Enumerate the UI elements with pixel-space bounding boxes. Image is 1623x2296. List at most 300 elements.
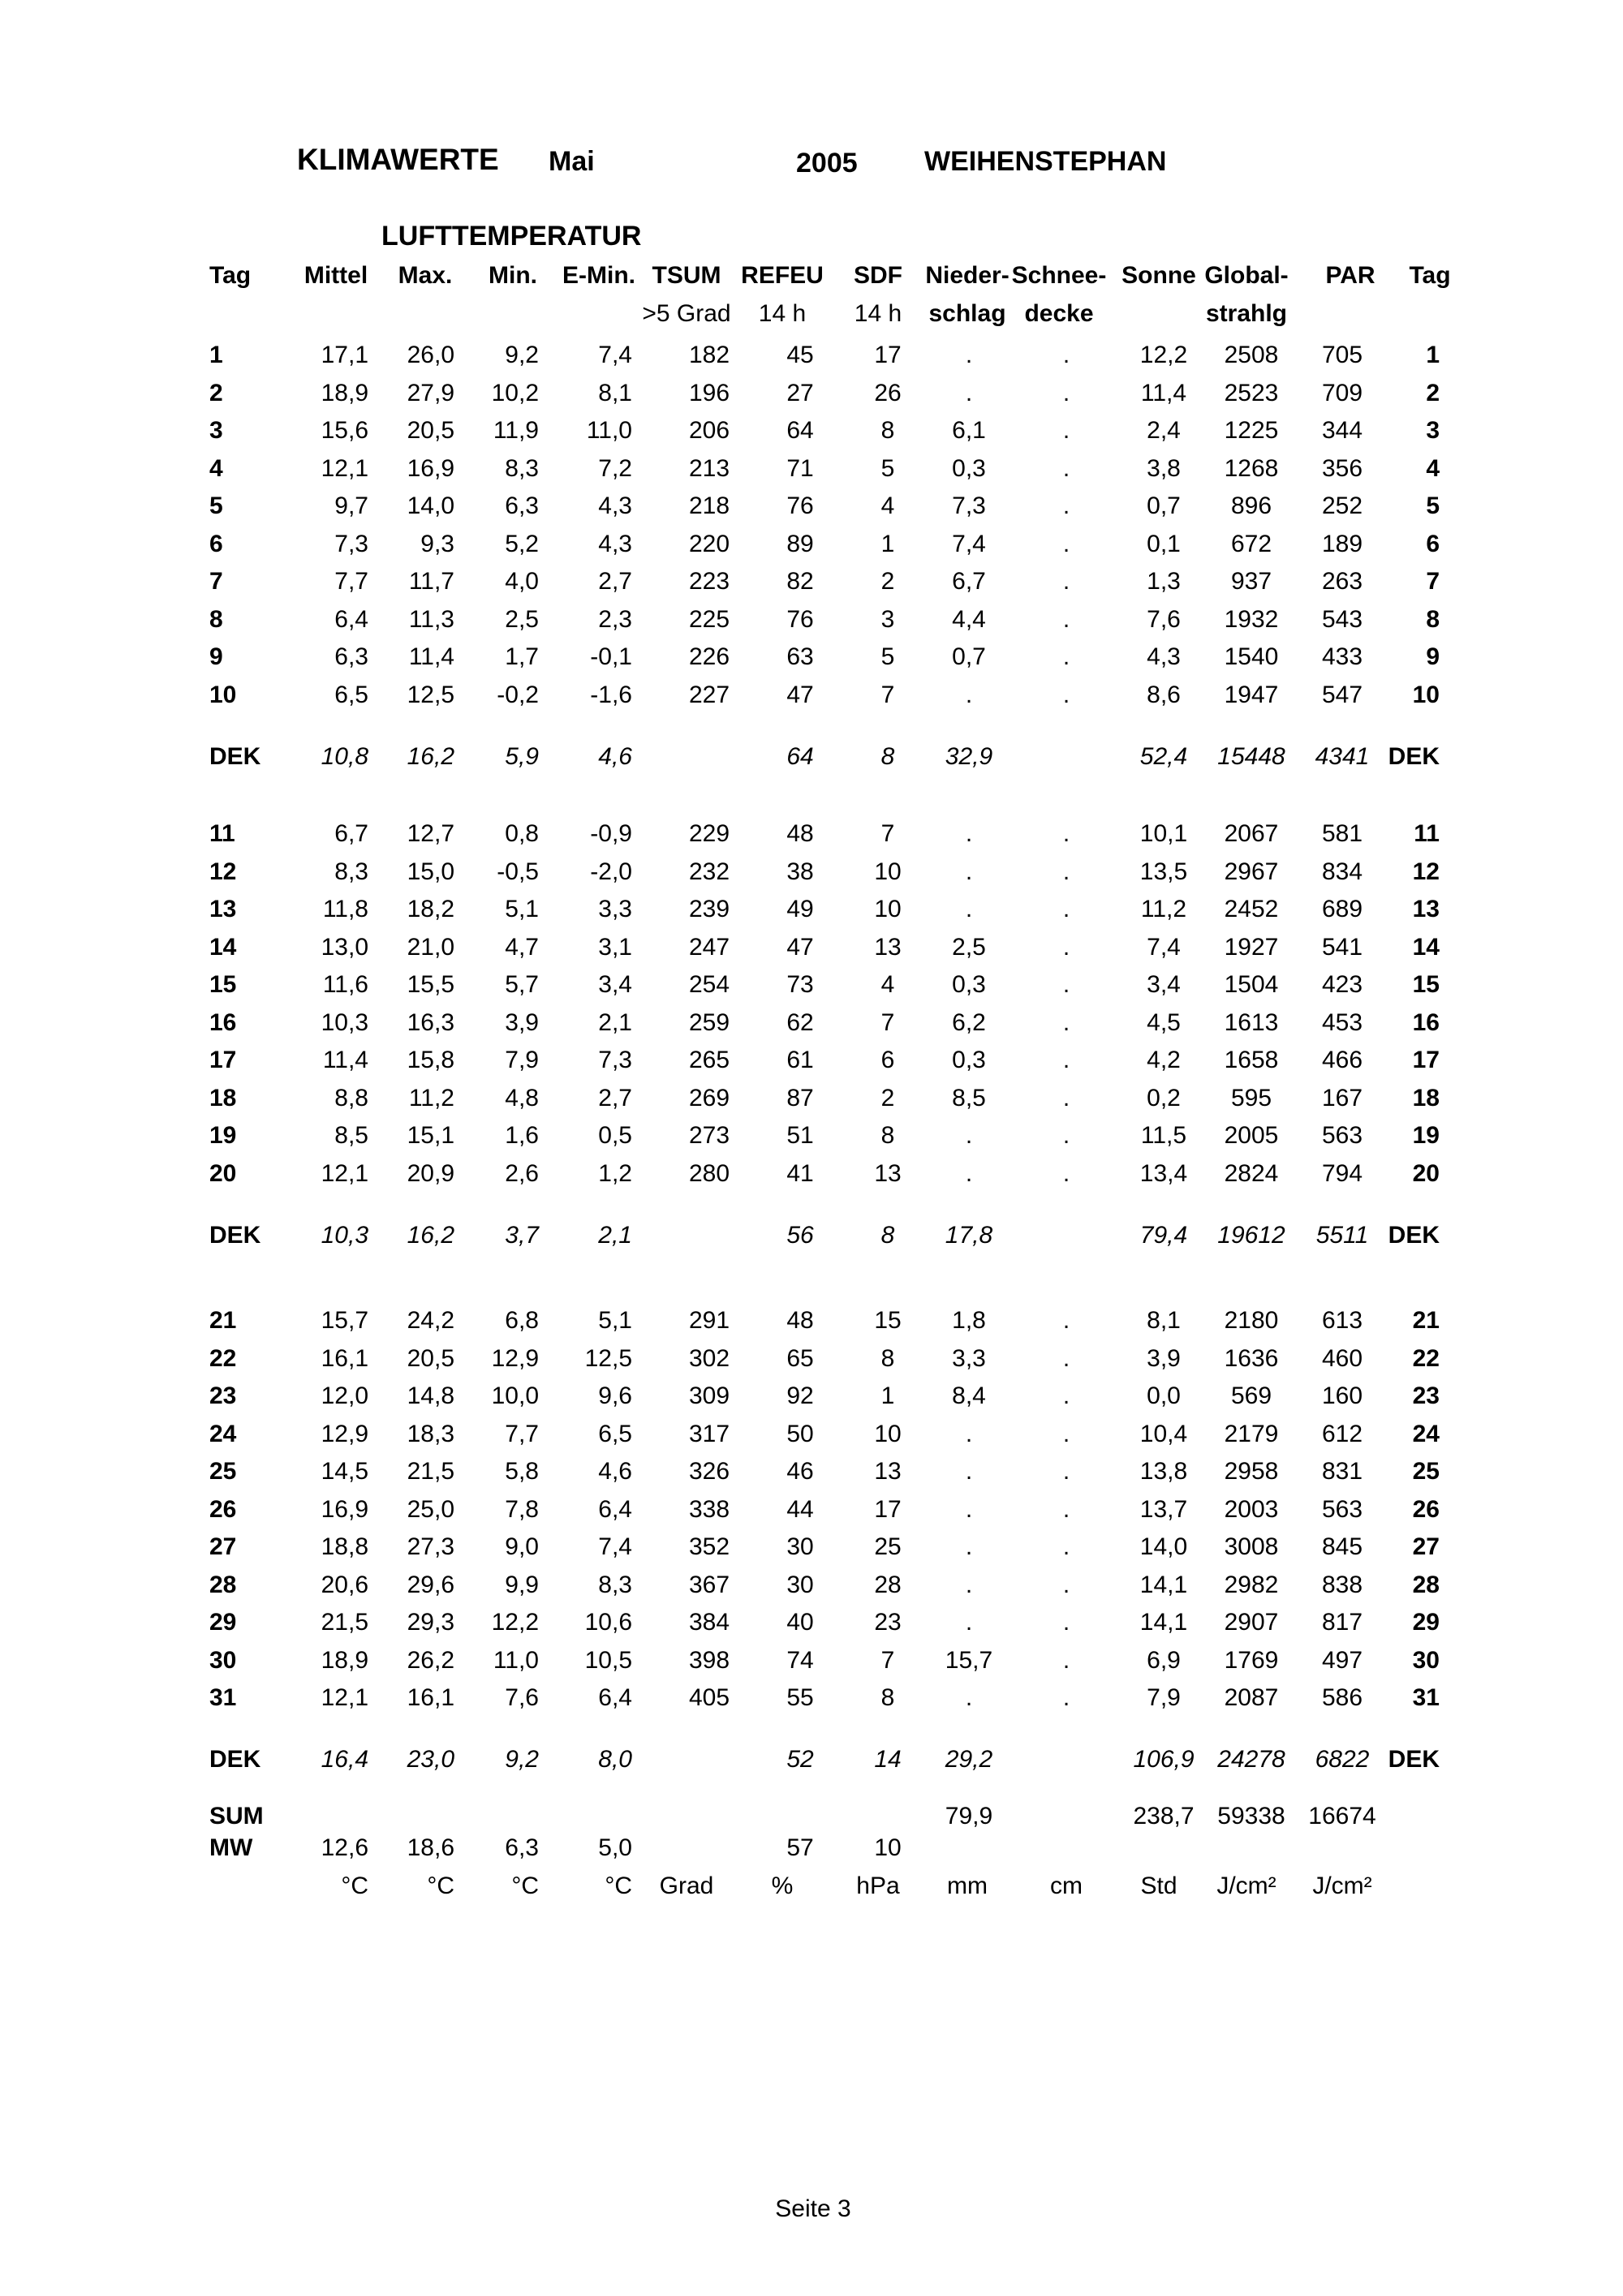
table-cell-sonne: 0,1 [1147, 531, 1181, 557]
table-cell-emin: 7,4 [598, 1533, 632, 1560]
table-cell-schneedecke: . [1062, 417, 1070, 444]
table-cell-max: 27,3 [407, 1533, 454, 1560]
table-cell-mittel: 6,5 [334, 681, 368, 708]
table-cell-schneedecke: . [1062, 1345, 1070, 1372]
table-cell-refeu: 27 [786, 380, 814, 406]
table-cell-refeu: 55 [786, 1684, 814, 1711]
table-cell-tsum: 232 [688, 858, 730, 885]
table-cell-tsum: 225 [688, 606, 730, 633]
unit-cell-par: J/cm² [1312, 1872, 1372, 1899]
table-cell-max: 20,5 [407, 417, 454, 444]
table-cell-min: 4,7 [505, 934, 539, 961]
table-cell-niederschlag: 0,7 [952, 643, 986, 670]
table-cell-sdf: 8 [880, 1345, 895, 1372]
unit-cell-max: °C [427, 1872, 454, 1899]
table-cell-min: 9,0 [505, 1533, 539, 1560]
table-cell-globalstrahlung: 2067 [1224, 820, 1279, 847]
table-cell-tag-right: 24 [1412, 1421, 1440, 1447]
table-cell-mittel: 15,7 [321, 1307, 368, 1334]
table-cell-tsum: 398 [688, 1647, 730, 1674]
table-cell-sonne: 11,2 [1140, 896, 1187, 922]
table-cell-refeu: 40 [786, 1609, 814, 1636]
table-cell-refeu: 30 [786, 1572, 814, 1598]
table-cell-max: 15,1 [407, 1122, 454, 1149]
table-cell-max: 18,2 [407, 896, 454, 922]
table-cell-schneedecke: . [1062, 1609, 1070, 1636]
table-cell-niederschlag: . [965, 896, 973, 922]
col-header-max: Max. [398, 262, 453, 289]
table-cell-sdf: 5 [880, 455, 895, 482]
table-cell-tsum: 338 [688, 1496, 730, 1523]
table-cell-tsum: 218 [688, 492, 730, 519]
table-cell-schneedecke: . [1062, 1160, 1070, 1187]
table-cell-par: 453 [1321, 1009, 1363, 1036]
table-cell-min: 2,6 [505, 1160, 539, 1187]
table-cell-sonne: 4,3 [1147, 643, 1181, 670]
dek-cell-niederschlag: 29,2 [945, 1746, 993, 1773]
table-cell-emin: 1,2 [598, 1160, 632, 1187]
table-cell-niederschlag: 8,4 [952, 1382, 986, 1409]
table-cell-sdf: 1 [880, 1382, 895, 1409]
table-cell-min: 10,0 [491, 1382, 539, 1409]
table-cell-tsum: 326 [688, 1458, 730, 1485]
table-cell-sdf: 13 [874, 934, 902, 961]
table-cell-tsum: 226 [688, 643, 730, 670]
table-cell-schneedecke: . [1062, 1496, 1070, 1523]
col-header-min: Min. [489, 262, 537, 289]
dek-cell-niederschlag: 17,8 [945, 1222, 993, 1249]
table-cell-par: 709 [1321, 380, 1363, 406]
table-cell-sdf: 10 [874, 858, 902, 885]
table-cell-globalstrahlung: 569 [1230, 1382, 1272, 1409]
table-cell-tag-right: 31 [1412, 1684, 1440, 1711]
table-cell-globalstrahlung: 672 [1230, 531, 1272, 557]
table-cell-min: 3,9 [505, 1009, 539, 1036]
table-cell-tsum: 273 [688, 1122, 730, 1149]
table-cell-sdf: 4 [880, 492, 895, 519]
table-cell-par: 356 [1321, 455, 1363, 482]
table-cell-schneedecke: . [1062, 1421, 1070, 1447]
table-cell-par: 547 [1321, 681, 1363, 708]
table-cell-par: 433 [1321, 643, 1363, 670]
table-cell-mittel: 6,7 [334, 820, 368, 847]
table-cell-par: 845 [1321, 1533, 1363, 1560]
table-cell-tsum: 352 [688, 1533, 730, 1560]
table-cell-sdf: 13 [874, 1160, 902, 1187]
table-cell-schneedecke: . [1062, 1009, 1070, 1036]
dek-cell-mittel: 10,8 [321, 743, 368, 770]
table-cell-tag: 6 [209, 531, 223, 557]
table-cell-refeu: 41 [786, 1160, 814, 1187]
table-cell-emin: 8,3 [598, 1572, 632, 1598]
table-cell-tag: 23 [209, 1382, 237, 1409]
table-cell-schneedecke: . [1062, 1307, 1070, 1334]
table-cell-sonne: 11,4 [1140, 380, 1187, 406]
table-cell-tag: 1 [209, 342, 223, 368]
table-cell-globalstrahlung: 1927 [1224, 934, 1279, 961]
table-cell-emin: 7,3 [598, 1047, 632, 1073]
table-cell-refeu: 64 [786, 417, 814, 444]
table-cell-emin: 5,1 [598, 1307, 632, 1334]
table-cell-niederschlag: 0,3 [952, 1047, 986, 1073]
table-cell-tag: 10 [209, 681, 237, 708]
table-cell-mittel: 14,5 [321, 1458, 368, 1485]
table-cell-tag-right: 15 [1412, 971, 1440, 998]
dek-cell-mittel: 16,4 [321, 1746, 368, 1773]
table-cell-tag: 31 [209, 1684, 237, 1711]
table-cell-schneedecke: . [1062, 1533, 1070, 1560]
table-cell-tag: 16 [209, 1009, 237, 1036]
table-cell-mittel: 12,1 [321, 1160, 368, 1187]
table-cell-par: 563 [1321, 1496, 1363, 1523]
table-cell-sonne: 14,1 [1139, 1572, 1188, 1598]
table-cell-niederschlag: 8,5 [952, 1085, 986, 1111]
table-cell-min: 7,9 [505, 1047, 539, 1073]
mw-cell-min: 6,3 [505, 1834, 539, 1861]
dek-cell-sonne: 106,9 [1133, 1746, 1195, 1773]
table-cell-tag-right: 26 [1412, 1496, 1440, 1523]
table-cell-sonne: 7,6 [1147, 606, 1181, 633]
doc-station: WEIHENSTEPHAN [924, 146, 1167, 177]
table-cell-globalstrahlung: 1268 [1224, 455, 1279, 482]
table-cell-schneedecke: . [1062, 1382, 1070, 1409]
table-cell-niederschlag: . [965, 1122, 973, 1149]
table-cell-mittel: 7,7 [334, 568, 368, 595]
table-cell-par: 466 [1321, 1047, 1363, 1073]
col-header-globalstrahlung: Global- [1204, 262, 1289, 289]
table-cell-globalstrahlung: 1613 [1224, 1009, 1279, 1036]
table-cell-min: 11,0 [493, 1647, 539, 1674]
table-cell-max: 11,3 [408, 606, 454, 633]
table-cell-sonne: 10,1 [1139, 820, 1188, 847]
dek-cell-par: 4341 [1315, 743, 1370, 770]
table-cell-emin: 0,5 [598, 1122, 632, 1149]
table-cell-max: 12,7 [407, 820, 454, 847]
table-cell-max: 15,0 [407, 858, 454, 885]
table-cell-min: 11,9 [493, 417, 539, 444]
table-cell-globalstrahlung: 1658 [1224, 1047, 1279, 1073]
table-cell-tsum: 213 [688, 455, 730, 482]
table-cell-max: 9,3 [420, 531, 454, 557]
table-cell-tag: 12 [209, 858, 237, 885]
table-cell-max: 21,0 [407, 934, 454, 961]
table-cell-min: 10,2 [491, 380, 539, 406]
table-cell-sdf: 4 [880, 971, 895, 998]
table-cell-sonne: 7,4 [1147, 934, 1181, 961]
table-cell-emin: 3,3 [598, 896, 632, 922]
table-cell-par: 581 [1321, 820, 1363, 847]
doc-title: KLIMAWERTE [297, 143, 499, 176]
table-cell-sdf: 10 [874, 1421, 902, 1447]
table-cell-sdf: 7 [880, 1009, 895, 1036]
table-cell-niederschlag: . [965, 1160, 973, 1187]
col-subheader-tsum: >5 Grad [642, 300, 731, 327]
mw-cell-emin: 5,0 [598, 1834, 632, 1861]
table-cell-tag-right: 29 [1412, 1609, 1440, 1636]
table-cell-refeu: 50 [786, 1421, 814, 1447]
table-cell-niederschlag: 1,8 [952, 1307, 986, 1334]
table-cell-sonne: 3,9 [1147, 1345, 1181, 1372]
table-cell-tag-right: 9 [1426, 643, 1440, 670]
table-cell-tag: 3 [209, 417, 223, 444]
table-cell-tag: 29 [209, 1609, 237, 1636]
table-cell-schneedecke: . [1062, 1047, 1070, 1073]
table-cell-tsum: 239 [688, 896, 730, 922]
table-cell-tag: 21 [209, 1307, 237, 1334]
table-cell-max: 16,1 [407, 1684, 454, 1711]
table-cell-tag-right: 1 [1426, 342, 1440, 368]
dek-cell-max: 16,2 [407, 1222, 454, 1249]
table-cell-min: 6,3 [505, 492, 539, 519]
table-cell-tsum: 302 [688, 1345, 730, 1372]
mw-cell-tag: MW [209, 1834, 253, 1861]
table-cell-sonne: 8,1 [1147, 1307, 1181, 1334]
dek-cell-min: 3,7 [505, 1222, 539, 1249]
table-cell-tag-right: 27 [1412, 1533, 1440, 1560]
table-cell-tsum: 384 [688, 1609, 730, 1636]
dek-cell-tag: DEK [209, 743, 261, 770]
table-cell-min: 8,3 [505, 455, 539, 482]
table-cell-tag-right: 13 [1412, 896, 1440, 922]
table-cell-tsum: 269 [688, 1085, 730, 1111]
table-cell-max: 11,4 [408, 643, 454, 670]
table-cell-sdf: 7 [880, 681, 895, 708]
table-cell-min: 5,8 [505, 1458, 539, 1485]
table-cell-refeu: 62 [786, 1009, 814, 1036]
dek-cell-par: 6822 [1315, 1746, 1370, 1773]
dek-cell-min: 5,9 [505, 743, 539, 770]
table-cell-sdf: 28 [874, 1572, 902, 1598]
col-subheader-sdf: 14 h [854, 300, 902, 327]
table-cell-tag-right: 7 [1426, 568, 1440, 595]
col-header-schneedecke: Schnee- [1011, 262, 1107, 289]
col-subheader-schneedecke: decke [1024, 300, 1094, 327]
table-cell-tag: 17 [209, 1047, 237, 1073]
table-cell-sdf: 1 [880, 531, 895, 557]
table-cell-tag-right: 20 [1412, 1160, 1440, 1187]
table-cell-max: 29,6 [407, 1572, 454, 1598]
table-cell-emin: -1,6 [590, 681, 632, 708]
table-cell-min: 0,8 [505, 820, 539, 847]
table-cell-sonne: 7,9 [1147, 1684, 1181, 1711]
col-header-emin: E-Min. [562, 262, 635, 289]
dek-cell-niederschlag: 32,9 [945, 743, 993, 770]
table-cell-schneedecke: . [1062, 342, 1070, 368]
table-cell-schneedecke: . [1062, 896, 1070, 922]
unit-cell-emin: °C [605, 1872, 632, 1899]
table-cell-niederschlag: 3,3 [952, 1345, 986, 1372]
table-cell-sdf: 25 [874, 1533, 902, 1560]
table-cell-globalstrahlung: 2523 [1224, 380, 1279, 406]
table-cell-globalstrahlung: 1769 [1224, 1647, 1279, 1674]
dek-cell-mittel: 10,3 [321, 1222, 368, 1249]
table-cell-mittel: 8,3 [334, 858, 368, 885]
table-cell-max: 21,5 [407, 1458, 454, 1485]
sum-cell-niederschlag: 79,9 [945, 1803, 993, 1829]
table-cell-sonne: 10,4 [1139, 1421, 1188, 1447]
col-header-sonne: Sonne [1121, 262, 1196, 289]
table-cell-tag: 26 [209, 1496, 237, 1523]
table-cell-sdf: 17 [874, 342, 902, 368]
table-cell-par: 252 [1321, 492, 1363, 519]
table-cell-tag-right: 28 [1412, 1572, 1440, 1598]
table-cell-par: 497 [1321, 1647, 1363, 1674]
table-cell-schneedecke: . [1062, 531, 1070, 557]
table-cell-refeu: 92 [786, 1382, 814, 1409]
table-cell-mittel: 6,4 [334, 606, 368, 633]
table-cell-tsum: 280 [688, 1160, 730, 1187]
table-cell-sonne: 8,6 [1147, 681, 1181, 708]
table-cell-tag-right: 10 [1412, 681, 1440, 708]
mw-cell-mittel: 12,6 [321, 1834, 368, 1861]
table-cell-emin: 7,2 [598, 455, 632, 482]
table-cell-tsum: 247 [688, 934, 730, 961]
table-cell-globalstrahlung: 595 [1230, 1085, 1272, 1111]
table-cell-schneedecke: . [1062, 1085, 1070, 1111]
table-cell-tag: 5 [209, 492, 223, 519]
table-cell-schneedecke: . [1062, 1122, 1070, 1149]
table-cell-refeu: 76 [786, 606, 814, 633]
table-cell-emin: 9,6 [598, 1382, 632, 1409]
table-cell-tag: 7 [209, 568, 223, 595]
table-cell-refeu: 30 [786, 1533, 814, 1560]
table-cell-globalstrahlung: 2452 [1224, 896, 1279, 922]
table-cell-max: 20,5 [407, 1345, 454, 1372]
table-cell-tag: 28 [209, 1572, 237, 1598]
table-cell-sonne: 4,5 [1147, 1009, 1181, 1036]
table-cell-min: 7,8 [505, 1496, 539, 1523]
table-cell-tag: 18 [209, 1085, 237, 1111]
table-cell-refeu: 82 [786, 568, 814, 595]
table-cell-emin: 4,3 [598, 531, 632, 557]
page-number: Seite 3 [775, 2195, 851, 2222]
table-cell-mittel: 21,5 [321, 1609, 368, 1636]
table-cell-niederschlag: 2,5 [952, 934, 986, 961]
table-cell-par: 586 [1321, 1684, 1363, 1711]
dek-cell-sonne: 52,4 [1139, 743, 1188, 770]
unit-cell-sdf: hPa [856, 1872, 900, 1899]
table-cell-tag-right: 12 [1412, 858, 1440, 885]
dek-cell-sonne: 79,4 [1139, 1222, 1188, 1249]
table-cell-tsum: 265 [688, 1047, 730, 1073]
table-cell-tsum: 206 [688, 417, 730, 444]
table-cell-emin: -0,1 [590, 643, 632, 670]
table-cell-min: 9,2 [505, 342, 539, 368]
table-cell-tsum: 229 [688, 820, 730, 847]
table-cell-sonne: 1,3 [1147, 568, 1181, 595]
table-cell-sonne: 6,9 [1147, 1647, 1181, 1674]
table-cell-globalstrahlung: 2087 [1224, 1684, 1279, 1711]
table-cell-tag: 2 [209, 380, 223, 406]
table-cell-par: 689 [1321, 896, 1363, 922]
table-cell-schneedecke: . [1062, 380, 1070, 406]
table-cell-mittel: 11,8 [322, 896, 368, 922]
table-cell-niederschlag: . [965, 681, 973, 708]
table-cell-tag: 22 [209, 1345, 237, 1372]
table-cell-emin: 12,5 [584, 1345, 632, 1372]
table-cell-refeu: 45 [786, 342, 814, 368]
unit-cell-sonne: Std [1140, 1872, 1177, 1899]
table-cell-globalstrahlung: 2005 [1224, 1122, 1279, 1149]
table-cell-refeu: 47 [786, 681, 814, 708]
table-cell-min: 5,1 [505, 896, 539, 922]
table-cell-tag-right: 11 [1414, 820, 1440, 847]
table-cell-tag: 9 [209, 643, 223, 670]
table-cell-sonne: 13,7 [1139, 1496, 1188, 1523]
table-cell-globalstrahlung: 2967 [1224, 858, 1279, 885]
table-cell-tsum: 291 [688, 1307, 730, 1334]
table-cell-emin: 6,4 [598, 1496, 632, 1523]
col-header-refeu: REFEU [741, 262, 824, 289]
table-cell-sdf: 17 [874, 1496, 902, 1523]
col-subheader-niederschlag: schlag [928, 300, 1006, 327]
table-cell-mittel: 12,9 [321, 1421, 368, 1447]
table-cell-globalstrahlung: 2824 [1224, 1160, 1279, 1187]
table-cell-niederschlag: 4,4 [952, 606, 986, 633]
table-cell-refeu: 51 [786, 1122, 814, 1149]
table-cell-refeu: 44 [786, 1496, 814, 1523]
table-cell-sdf: 8 [880, 1684, 895, 1711]
table-cell-schneedecke: . [1062, 1684, 1070, 1711]
table-cell-refeu: 87 [786, 1085, 814, 1111]
sum-cell-tag: SUM [209, 1803, 264, 1829]
dek-cell-sdf: 8 [880, 1222, 895, 1249]
table-cell-globalstrahlung: 1540 [1224, 643, 1279, 670]
table-cell-par: 817 [1321, 1609, 1363, 1636]
table-cell-tag: 8 [209, 606, 223, 633]
table-cell-refeu: 61 [786, 1047, 814, 1073]
unit-cell-schneedecke: cm [1050, 1872, 1083, 1899]
table-cell-globalstrahlung: 2907 [1224, 1609, 1279, 1636]
table-cell-emin: -0,9 [590, 820, 632, 847]
table-cell-sonne: 0,0 [1147, 1382, 1181, 1409]
table-cell-sonne: 13,4 [1139, 1160, 1188, 1187]
table-cell-globalstrahlung: 2180 [1224, 1307, 1279, 1334]
table-cell-par: 794 [1321, 1160, 1363, 1187]
dek-cell-tag-right: DEK [1388, 743, 1440, 770]
table-cell-emin: 8,1 [598, 380, 632, 406]
table-cell-tag: 27 [209, 1533, 237, 1560]
table-cell-tsum: 405 [688, 1684, 730, 1711]
table-cell-tag: 11 [209, 820, 235, 847]
table-cell-par: 344 [1321, 417, 1363, 444]
table-cell-mittel: 18,9 [321, 1647, 368, 1674]
table-cell-par: 423 [1321, 971, 1363, 998]
table-cell-max: 12,5 [407, 681, 454, 708]
table-cell-par: 543 [1321, 606, 1363, 633]
table-cell-par: 838 [1321, 1572, 1363, 1598]
table-cell-min: -0,2 [497, 681, 539, 708]
table-cell-max: 11,7 [408, 568, 454, 595]
table-cell-niederschlag: . [965, 1533, 973, 1560]
table-cell-emin: 3,1 [598, 934, 632, 961]
table-cell-max: 26,0 [407, 342, 454, 368]
table-cell-mittel: 18,9 [321, 380, 368, 406]
dek-cell-refeu: 56 [786, 1222, 814, 1249]
table-cell-globalstrahlung: 2003 [1224, 1496, 1279, 1523]
table-cell-mittel: 16,1 [321, 1345, 368, 1372]
table-cell-emin: 10,5 [584, 1647, 632, 1674]
table-cell-mittel: 8,8 [334, 1085, 368, 1111]
table-cell-tag-right: 23 [1412, 1382, 1440, 1409]
table-cell-tsum: 196 [688, 380, 730, 406]
table-cell-niederschlag: . [965, 1496, 973, 1523]
table-cell-niederschlag: . [965, 1572, 973, 1598]
table-cell-emin: 4,3 [598, 492, 632, 519]
table-cell-mittel: 20,6 [321, 1572, 368, 1598]
table-cell-min: 6,8 [505, 1307, 539, 1334]
table-cell-max: 27,9 [407, 380, 454, 406]
